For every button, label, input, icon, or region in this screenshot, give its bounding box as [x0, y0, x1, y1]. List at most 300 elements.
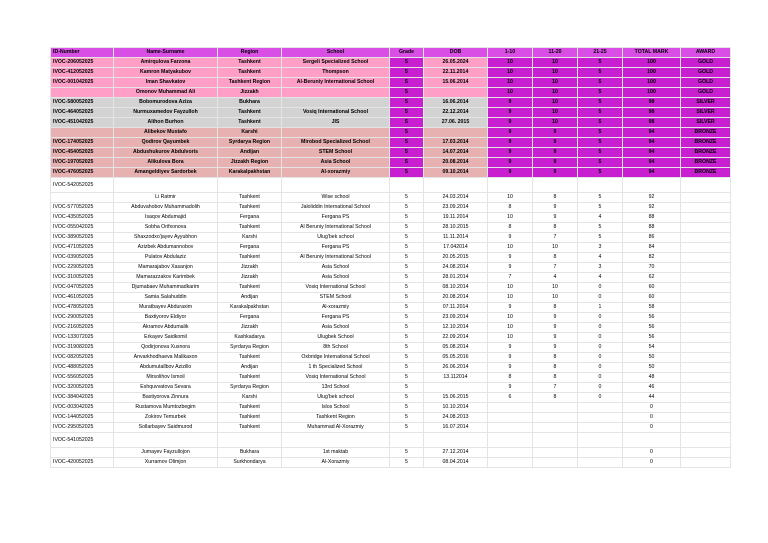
cell-score-21-25: 5: [578, 223, 623, 233]
cell-name-surname: Erkayev Saidkomil: [114, 333, 218, 343]
cell-score-1-10: 10: [488, 313, 533, 323]
cell-id-number: IVOC-310052025: [51, 273, 114, 283]
cell-score-1-10: 9: [488, 363, 533, 373]
cell-region: Tashkent: [218, 108, 282, 118]
cell-region: Tashkent: [218, 58, 282, 68]
cell-school: Asia School: [282, 323, 390, 333]
cell-grade: 5: [390, 168, 424, 178]
cell-award: SILVER: [681, 98, 731, 108]
cell-school: [282, 128, 390, 138]
cell-award: SILVER: [681, 108, 731, 118]
cell-score-1-10: 9: [488, 138, 533, 148]
cell-name-surname: Jumayev Fayzullojon: [114, 448, 218, 458]
cell-grade: 5: [390, 423, 424, 433]
cell-dob: 23.09.2014: [424, 313, 488, 323]
cell-score-1-10: 10: [488, 333, 533, 343]
cell-grade: 5: [390, 283, 424, 293]
cell-name-surname: Akramov Abdumalik: [114, 323, 218, 333]
cell-dob: 14.07.2014: [424, 148, 488, 158]
cell-award: [681, 213, 731, 223]
table-row: [51, 393, 731, 403]
cell-award: [681, 383, 731, 393]
cell-score-21-25: 5: [578, 138, 623, 148]
cell-score-1-10: 7: [488, 273, 533, 283]
cell-total-mark: 100: [623, 58, 681, 68]
cell-id-number: IVOC-003042025: [51, 403, 114, 413]
cell-school: Ulug'bek school: [282, 393, 390, 403]
cell-dob: 15.06.2014: [424, 78, 488, 88]
header-score-1-10: 1-10: [488, 48, 533, 58]
cell-dob: 13.112014: [424, 373, 488, 383]
cell-score-21-25: [578, 403, 623, 413]
cell-score-21-25: 5: [578, 203, 623, 213]
cell-school: [282, 98, 390, 108]
cell-name-surname: Xurramov Olimjon: [114, 458, 218, 468]
cell-score-11-20: 9: [533, 333, 578, 343]
cell-score-21-25: [578, 458, 623, 468]
cell-award: [681, 448, 731, 458]
cell-score-11-20: 9: [533, 203, 578, 213]
cell-award: [681, 323, 731, 333]
cell-name-surname: Omonov Muhammad Ali: [114, 88, 218, 98]
cell-score-11-20: 8: [533, 193, 578, 203]
cell-score-1-10: 10: [488, 213, 533, 223]
cell-name-surname: Alikulova Bora: [114, 158, 218, 168]
cell-name-surname: Amirqulova Farzona: [114, 58, 218, 68]
cell-award: GOLD: [681, 58, 731, 68]
cell-award: [681, 373, 731, 383]
cell-total-mark: [623, 433, 681, 448]
cell-award: [681, 233, 731, 243]
cell-score-21-25: 4: [578, 273, 623, 283]
cell-region: Andijan: [218, 363, 282, 373]
cell-grade: 5: [390, 98, 424, 108]
cell-region: Syrdarya Region: [218, 138, 282, 148]
table-row: [51, 213, 731, 223]
cell-grade: 5: [390, 393, 424, 403]
cell-region: Andijan: [218, 148, 282, 158]
cell-grade: 5: [390, 88, 424, 98]
cell-score-11-20: 4: [533, 273, 578, 283]
cell-school: 13rd School: [282, 383, 390, 393]
cell-award: [681, 433, 731, 448]
cell-total-mark: 50: [623, 363, 681, 373]
cell-region: Tashkent: [218, 193, 282, 203]
cell-id-number: IVOC-488052025: [51, 363, 114, 373]
cell-score-11-20: 8: [533, 223, 578, 233]
cell-dob: 22.09.2014: [424, 333, 488, 343]
table-row: [51, 68, 731, 78]
table-row: [51, 303, 731, 313]
cell-dob: 26.05.2024: [424, 58, 488, 68]
cell-award: [681, 353, 731, 363]
cell-total-mark: 82: [623, 253, 681, 263]
cell-region: Tashkent: [218, 203, 282, 213]
cell-name-surname: Djumabaev Muhammadkarim: [114, 283, 218, 293]
cell-score-11-20: 7: [533, 233, 578, 243]
cell-dob: 22.11.2014: [424, 68, 488, 78]
cell-award: [681, 363, 731, 373]
cell-school: STEM School: [282, 148, 390, 158]
header-score-21-25: 21-25: [578, 48, 623, 58]
cell-grade: 5: [390, 233, 424, 243]
cell-score-21-25: [578, 178, 623, 193]
cell-score-11-20: [533, 178, 578, 193]
table-row: [51, 233, 731, 243]
cell-id-number: [51, 128, 114, 138]
cell-name-surname: Li Ratmir: [114, 193, 218, 203]
cell-award: [681, 393, 731, 403]
cell-id-number: IVOC-461052025: [51, 293, 114, 303]
cell-score-11-20: 8: [533, 393, 578, 403]
cell-school: Muhammad Al-Xorazmiy: [282, 423, 390, 433]
table-row: [51, 98, 731, 108]
table-row: [51, 58, 731, 68]
cell-score-21-25: 5: [578, 233, 623, 243]
cell-score-21-25: 4: [578, 213, 623, 223]
cell-score-1-10: [488, 178, 533, 193]
cell-school: Islos School: [282, 403, 390, 413]
cell-dob: 24.03.2014: [424, 193, 488, 203]
cell-school: Vosiq International School: [282, 283, 390, 293]
cell-name-surname: Anvarkhodhaeva Malikaxon: [114, 353, 218, 363]
cell-award: [681, 193, 731, 203]
cell-score-11-20: 7: [533, 383, 578, 393]
cell-school: 1st maktab: [282, 448, 390, 458]
cell-school: Asia School: [282, 158, 390, 168]
cell-school: Tashkent Region: [282, 413, 390, 423]
table-row: [51, 78, 731, 88]
cell-id-number: [51, 88, 114, 98]
cell-school: [282, 178, 390, 193]
cell-score-21-25: 0: [578, 373, 623, 383]
cell-school: JIS: [282, 118, 390, 128]
cell-id-number: IVOC-471052025: [51, 243, 114, 253]
cell-grade: 5: [390, 253, 424, 263]
table-row: [51, 253, 731, 263]
cell-name-surname: [114, 178, 218, 193]
cell-score-21-25: 3: [578, 263, 623, 273]
cell-region: Jizzakh: [218, 88, 282, 98]
table-row: [51, 448, 731, 458]
cell-score-1-10: 9: [488, 118, 533, 128]
cell-id-number: IVOC-464052025: [51, 108, 114, 118]
cell-score-11-20: [533, 423, 578, 433]
cell-dob: 12.10.2014: [424, 323, 488, 333]
cell-region: [218, 433, 282, 448]
header-score-11-20: 11-20: [533, 48, 578, 58]
cell-award: SILVER: [681, 118, 731, 128]
cell-award: BRONZE: [681, 128, 731, 138]
cell-score-1-10: 10: [488, 283, 533, 293]
cell-score-11-20: 10: [533, 98, 578, 108]
cell-region: Jizzakh: [218, 273, 282, 283]
cell-award: [681, 423, 731, 433]
cell-grade: 5: [390, 213, 424, 223]
cell-grade: 5: [390, 458, 424, 468]
cell-id-number: IVOC-001042025: [51, 78, 114, 88]
cell-region: Karakalpakhstan: [218, 303, 282, 313]
cell-total-mark: [623, 178, 681, 193]
cell-id-number: IVOC-542052025: [51, 178, 114, 193]
cell-dob: 28.01.2014: [424, 273, 488, 283]
cell-award: [681, 333, 731, 343]
cell-score-21-25: 0: [578, 283, 623, 293]
cell-school: Al-xorazmiy: [282, 168, 390, 178]
cell-grade: 5: [390, 413, 424, 423]
cell-school: 1 th Specialized School: [282, 363, 390, 373]
cell-award: [681, 273, 731, 283]
cell-grade: 5: [390, 158, 424, 168]
cell-score-21-25: 4: [578, 253, 623, 263]
cell-name-surname: Abdumutallbov Azizillo: [114, 363, 218, 373]
cell-id-number: IVOC-580052025: [51, 98, 114, 108]
cell-award: BRONZE: [681, 158, 731, 168]
cell-school: Ulugbek School: [282, 333, 390, 343]
cell-total-mark: 56: [623, 333, 681, 343]
cell-score-21-25: [578, 433, 623, 448]
cell-award: [681, 243, 731, 253]
table-row: [51, 373, 731, 383]
cell-id-number: IVOC-476052025: [51, 168, 114, 178]
cell-region: Karshi: [218, 233, 282, 243]
cell-region: Tashkent: [218, 118, 282, 128]
cell-school: Oxbridge International School: [282, 353, 390, 363]
cell-school: Al-Xorazmiy: [282, 458, 390, 468]
cell-score-11-20: 10: [533, 78, 578, 88]
cell-dob: 11.11.2014: [424, 233, 488, 243]
cell-school: Asia School: [282, 263, 390, 273]
cell-id-number: [51, 193, 114, 203]
cell-grade: 5: [390, 383, 424, 393]
cell-region: Andijan: [218, 293, 282, 303]
cell-score-11-20: 9: [533, 158, 578, 168]
cell-id-number: IVOC-197052025: [51, 158, 114, 168]
cell-score-21-25: 0: [578, 333, 623, 343]
cell-award: [681, 178, 731, 193]
cell-id-number: IVOC-319082025: [51, 343, 114, 353]
cell-grade: 5: [390, 193, 424, 203]
cell-award: [681, 413, 731, 423]
cell-school: Al Beruniy International School: [282, 223, 390, 233]
cell-dob: 08.04.2014: [424, 458, 488, 468]
table-row: [51, 263, 731, 273]
cell-score-21-25: 0: [578, 393, 623, 403]
cell-grade: 5: [390, 323, 424, 333]
cell-grade: [390, 178, 424, 193]
cell-award: GOLD: [681, 78, 731, 88]
cell-score-21-25: 5: [578, 108, 623, 118]
cell-score-21-25: 5: [578, 193, 623, 203]
table-row: [51, 343, 731, 353]
cell-id-number: IVOC-055042025: [51, 223, 114, 233]
cell-id-number: IVOC-384042025: [51, 393, 114, 403]
cell-id-number: IVOC-039052025: [51, 253, 114, 263]
cell-region: Tashkent: [218, 373, 282, 383]
cell-score-1-10: 10: [488, 243, 533, 253]
cell-school: Fergana PS: [282, 213, 390, 223]
cell-award: BRONZE: [681, 148, 731, 158]
cell-dob: 09.10.2014: [424, 168, 488, 178]
cell-name-surname: Sobha Orifxonova: [114, 223, 218, 233]
cell-score-11-20: 9: [533, 343, 578, 353]
cell-score-21-25: 5: [578, 148, 623, 158]
cell-grade: 5: [390, 448, 424, 458]
cell-total-mark: 92: [623, 203, 681, 213]
cell-region: Tashkent: [218, 283, 282, 293]
table-row: [51, 353, 731, 363]
table-row: [51, 88, 731, 98]
cell-dob: 15.06.2015: [424, 393, 488, 403]
cell-grade: 5: [390, 58, 424, 68]
cell-score-21-25: 5: [578, 158, 623, 168]
cell-award: [681, 313, 731, 323]
cell-id-number: IVOC-478052025: [51, 303, 114, 313]
cell-score-11-20: 9: [533, 148, 578, 158]
cell-dob: 19.11.2014: [424, 213, 488, 223]
cell-award: [681, 223, 731, 233]
cell-region: Bukhara: [218, 448, 282, 458]
cell-score-1-10: 9: [488, 168, 533, 178]
cell-score-21-25: 3: [578, 243, 623, 253]
cell-grade: 5: [390, 293, 424, 303]
cell-grade: 5: [390, 343, 424, 353]
cell-total-mark: 58: [623, 303, 681, 313]
table-row: [51, 323, 731, 333]
table-row: [51, 223, 731, 233]
header-id-number: ID-Number: [51, 48, 114, 58]
cell-total-mark: 94: [623, 158, 681, 168]
cell-dob: 05.05.2016: [424, 353, 488, 363]
table-row: [51, 138, 731, 148]
cell-school: Fergana PS: [282, 313, 390, 323]
cell-grade: 5: [390, 243, 424, 253]
header-total-mark: TOTAL MARK: [623, 48, 681, 58]
cell-score-21-25: 5: [578, 118, 623, 128]
cell-score-11-20: 9: [533, 313, 578, 323]
cell-score-11-20: 9: [533, 138, 578, 148]
cell-region: Tashkent: [218, 253, 282, 263]
cell-score-21-25: 0: [578, 363, 623, 373]
cell-grade: 5: [390, 363, 424, 373]
cell-school: Vosiq International School: [282, 108, 390, 118]
cell-dob: 27.06. 2015: [424, 118, 488, 128]
cell-school: 8th School: [282, 343, 390, 353]
cell-total-mark: 88: [623, 213, 681, 223]
cell-grade: 5: [390, 118, 424, 128]
cell-region: Tashkent: [218, 223, 282, 233]
cell-total-mark: 92: [623, 193, 681, 203]
cell-region: Jizzakh: [218, 263, 282, 273]
cell-total-mark: 98: [623, 98, 681, 108]
cell-region: [218, 178, 282, 193]
cell-grade: 5: [390, 78, 424, 88]
table-row: [51, 273, 731, 283]
cell-region: Fergana: [218, 313, 282, 323]
cell-region: Karshi: [218, 128, 282, 138]
cell-name-surname: Eshquvvatova Sevara: [114, 383, 218, 393]
cell-region: Jizzakh: [218, 323, 282, 333]
cell-total-mark: 86: [623, 233, 681, 243]
table-row: [51, 243, 731, 253]
cell-score-21-25: 5: [578, 88, 623, 98]
cell-score-1-10: 10: [488, 78, 533, 88]
cell-score-11-20: 10: [533, 68, 578, 78]
cell-score-21-25: 0: [578, 313, 623, 323]
cell-name-surname: Nurmuxamedov Fayzulloh: [114, 108, 218, 118]
cell-name-surname: Alihon Burhon: [114, 118, 218, 128]
cell-name-surname: Samia Salahuddin: [114, 293, 218, 303]
cell-id-number: IVOC-320052025: [51, 383, 114, 393]
table-row: [51, 203, 731, 213]
header-dob: DOB: [424, 48, 488, 58]
header-award: AWARD: [681, 48, 731, 58]
cell-school: Asia School: [282, 273, 390, 283]
cell-score-11-20: [533, 403, 578, 413]
cell-dob: 05.08.2014: [424, 343, 488, 353]
table-row: [51, 313, 731, 323]
cell-grade: 5: [390, 138, 424, 148]
cell-region: Tashkent: [218, 68, 282, 78]
cell-dob: [424, 178, 488, 193]
table-row: [51, 403, 731, 413]
cell-name-surname: Qodirov Qayumbek: [114, 138, 218, 148]
cell-school: STEM School: [282, 293, 390, 303]
cell-total-mark: 54: [623, 343, 681, 353]
cell-grade: 5: [390, 148, 424, 158]
table-row: [51, 458, 731, 468]
cell-dob: 24.08.2014: [424, 263, 488, 273]
table-row: [51, 108, 731, 118]
cell-name-surname: Kamron Matyakubov: [114, 68, 218, 78]
cell-score-1-10: 9: [488, 383, 533, 393]
cell-score-1-10: 9: [488, 98, 533, 108]
cell-score-21-25: 1: [578, 303, 623, 313]
cell-score-21-25: 5: [578, 98, 623, 108]
cell-dob: 28.10.2015: [424, 223, 488, 233]
cell-score-21-25: 5: [578, 168, 623, 178]
table-row: [51, 178, 731, 193]
cell-total-mark: 100: [623, 88, 681, 98]
cell-total-mark: 84: [623, 243, 681, 253]
cell-grade: 5: [390, 353, 424, 363]
results-table: [50, 47, 731, 468]
cell-dob: 10.10.2014: [424, 403, 488, 413]
cell-grade: [390, 433, 424, 448]
cell-dob: 16.07.2014: [424, 423, 488, 433]
cell-total-mark: 88: [623, 223, 681, 233]
cell-total-mark: 44: [623, 393, 681, 403]
cell-score-1-10: 9: [488, 353, 533, 363]
cell-score-11-20: 8: [533, 303, 578, 313]
cell-id-number: IVOC-047052025: [51, 283, 114, 293]
cell-region: Tashkent: [218, 403, 282, 413]
cell-score-1-10: [488, 458, 533, 468]
cell-dob: 08.10.2014: [424, 283, 488, 293]
cell-dob: 27.12.2014: [424, 448, 488, 458]
cell-score-21-25: [578, 413, 623, 423]
cell-dob: 26.06.2014: [424, 363, 488, 373]
cell-region: Tashkent: [218, 423, 282, 433]
cell-region: Karakalpakhstan: [218, 168, 282, 178]
cell-dob: 17.042014: [424, 243, 488, 253]
cell-region: Syrdarya Region: [218, 383, 282, 393]
cell-score-1-10: [488, 403, 533, 413]
cell-score-11-20: 8: [533, 363, 578, 373]
cell-award: [681, 303, 731, 313]
cell-name-surname: Azizbek Abdumannobov: [114, 243, 218, 253]
cell-score-1-10: 8: [488, 373, 533, 383]
